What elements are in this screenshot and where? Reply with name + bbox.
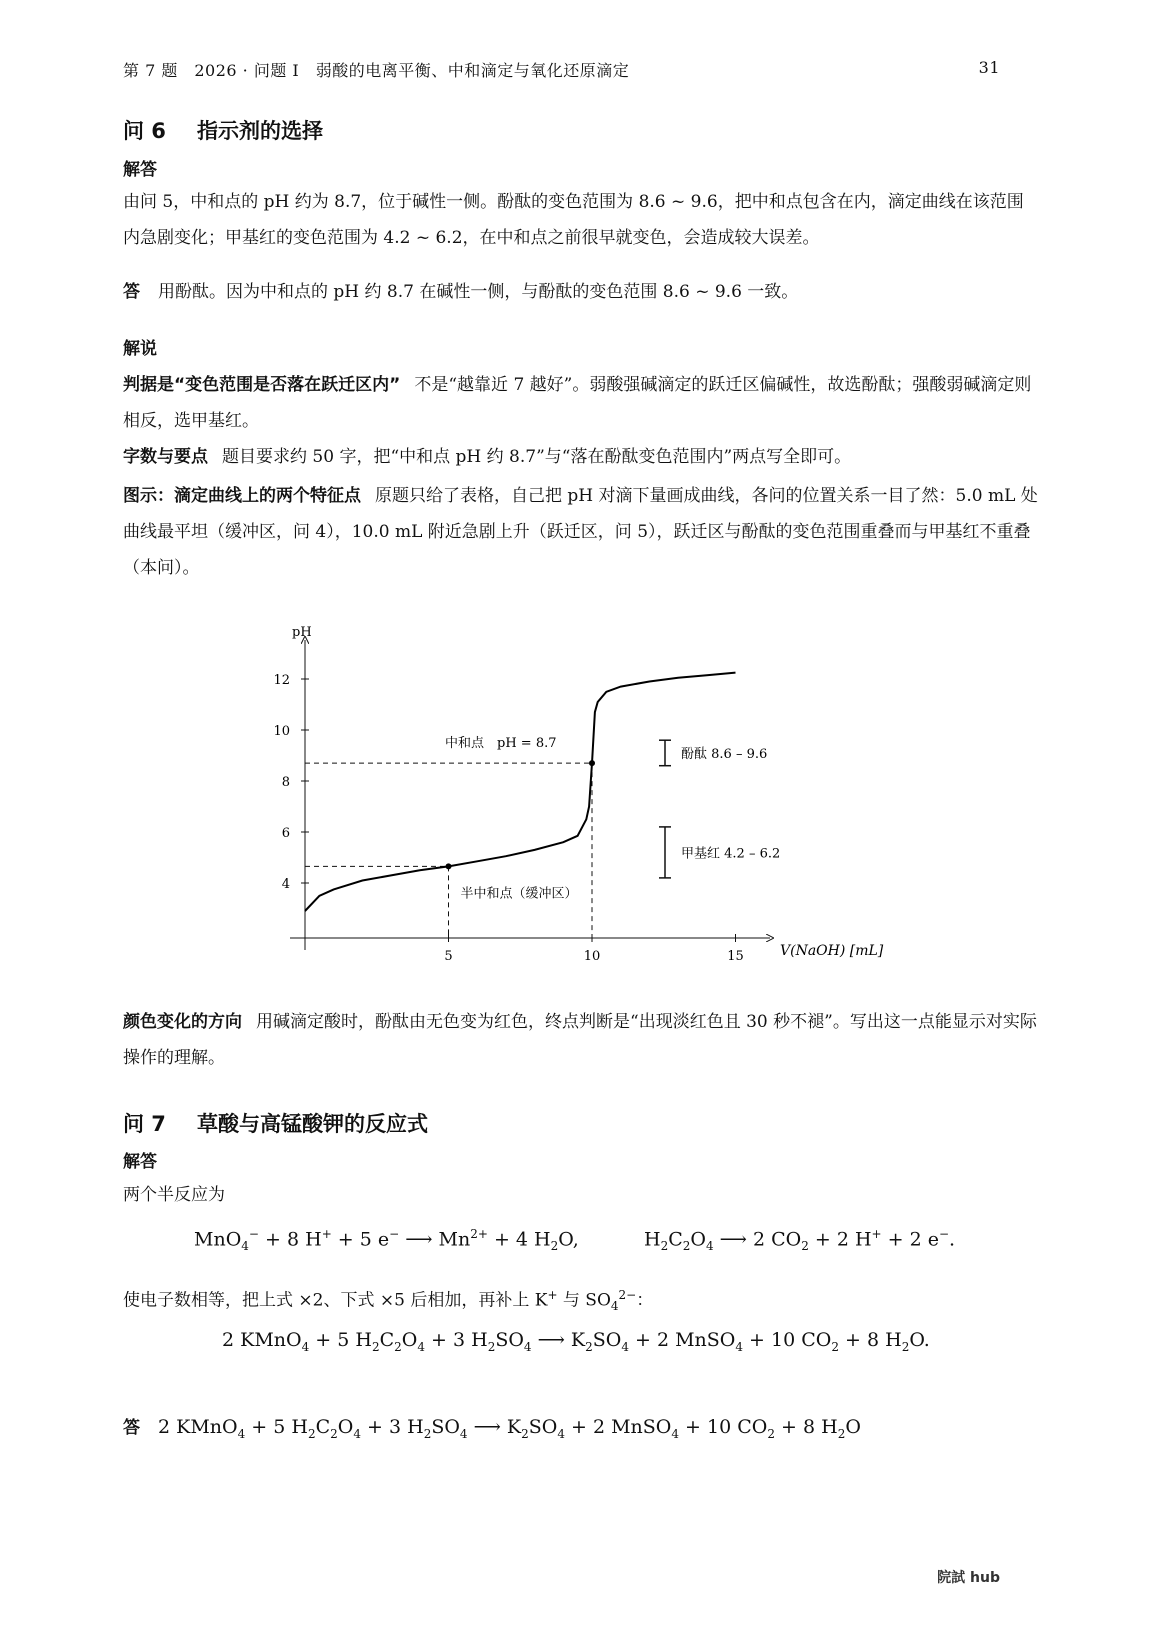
point-criterion-label: 判据是“变色范围是否落在跃迁区内”	[123, 375, 401, 395]
q6-final-label: 答	[123, 282, 140, 302]
point-color-text: 用碱滴定酸时，酚酞由无色变为红色，终点判断是“出现淡红色且 30 秒不褪”。写出这一点能显示对实际操作的理解。	[123, 1012, 1037, 1068]
half-reaction-mno4: MnO$_4$− + 8 H+ + 5 e− ⟶ $Mn^{2+} + 4$ $H_2O$,	[194, 1227, 579, 1254]
q6-answer-body: 由问 5，中和点的 pH 约为 8.7，位于碱性一侧。酚酞的变色范围为 8.6 ~ 9.6，把中和点包含在内，滴定曲线在该范围内急剧变化；甲基红的变色范围为 4.2 ~ 6.2，在中和点之前很早就变色，会造成较大误差。	[123, 192, 1024, 248]
q6-title-text: 指示剂的选择	[197, 119, 323, 143]
point-figure-text: 原题只给了表格，自己把 pH 对滴下量画成曲线，各问的位置关系一目了然：5.0 mL 处曲线最平坦（缓冲区，问 4），10.0 mL 附近急剧上升（跃迁区，问 5），跃迁区与酚酞的变色范围重叠而与甲基红不重叠（本问）。	[123, 486, 1038, 578]
x-axis-label: V(NaOH) [mL]	[780, 943, 884, 959]
page-number: 31	[978, 58, 1000, 77]
y-tick-label: 4	[281, 877, 290, 892]
equivalence-point	[589, 760, 595, 766]
titration-curve	[305, 673, 736, 911]
q6-final-text: 用酚酞。因为中和点的 pH 约 8.7 在碱性一侧，与酚酞的变色范围 8.6 ~ 9.6 一致。	[158, 282, 799, 302]
point-figure-label: 图示：滴定曲线上的两个特征点	[123, 486, 361, 506]
y-tick-label: 12	[273, 673, 290, 688]
q7-answer-heading: 解答	[123, 1152, 157, 1172]
q7-final-answer: 答 2 KMnO$_4$ + 5 $H_2C_2O_4 + 3$ $H_2SO_4$ ⟶ $K_2SO_4 + 2$ MnSO$_4$ + 10 $CO_2 + 8$ $H_2O$	[123, 1416, 861, 1441]
x-tick-label: 5	[444, 949, 453, 964]
point-color-label: 颜色变化的方向	[123, 1012, 242, 1032]
point-criterion-text: 不是“越靠近 7 越好”。弱酸强碱滴定的跃迁区偏碱性，故选酚酞；强酸弱碱滴定则相反，选甲基红。	[123, 375, 1032, 431]
overall-equation: 2 KMnO$_4$ + 5 $H_2C_2O_4 + 3$ $H_2SO_4$ ⟶ $K_2SO_4 + 2$ MnSO$_4$ + 10 $CO_2 + 8$ $H_2O$.	[222, 1329, 930, 1354]
point-length-label: 字数与要点	[123, 447, 208, 467]
y-tick-label: 6	[281, 826, 290, 841]
q7-title	[123, 1108, 428, 1138]
point-length-text: 题目要求约 50 字，把“中和点 pH 约 8.7”与“落在酚酞变色范围内”两点写全即可。	[222, 447, 852, 467]
half-reaction-oxalic: $H_2C_2O_4$ ⟶ 2 $CO_2 + 2$ H+ + 2 e−.	[644, 1227, 956, 1254]
half-equivalence-label: 半中和点（缓冲区）	[460, 886, 578, 902]
x-tick-label: 15	[727, 949, 744, 964]
q7-title-text: 草酸与高锰酸钾的反应式	[197, 1112, 428, 1136]
methyl-red-label: 甲基红 4.2 – 6.2	[681, 846, 781, 862]
phenolphthalein-label: 酚酞 8.6 – 9.6	[681, 746, 768, 762]
y-tick-label: 10	[273, 724, 290, 739]
q6-answer-heading: 解答	[123, 160, 157, 180]
half-equivalence-point	[446, 863, 452, 869]
q6-explain-heading: 解说	[123, 339, 157, 359]
point-color	[123, 1004, 1038, 1076]
y-axis-label: pH	[292, 625, 312, 640]
q7-number: 问 7	[123, 1112, 166, 1136]
y-tick-label: 8	[281, 775, 290, 790]
q7-final-label: 答	[123, 1418, 140, 1438]
x-tick-label: 10	[583, 949, 601, 964]
q6-number: 问 6	[123, 119, 166, 143]
q7-combine: 使电子数相等，把上式 ×2、下式 ×5 后相加，再补上 K+ 与 $SO_4^{2-}$：	[123, 1288, 654, 1314]
running-header: 第 7 题 2026 · 问题 I 弱酸的电离平衡、中和滴定与氧化还原滴定	[123, 61, 630, 80]
footer-brand: 院試 hub	[937, 1570, 1000, 1586]
q7-intro: 两个半反应为	[123, 1185, 225, 1205]
q7-combine-text: 使电子数相等，把上式 ×2、下式 ×5 后相加，再补上 K	[123, 1290, 548, 1311]
equivalence-label: 中和点 pH = 8.7	[445, 736, 557, 752]
